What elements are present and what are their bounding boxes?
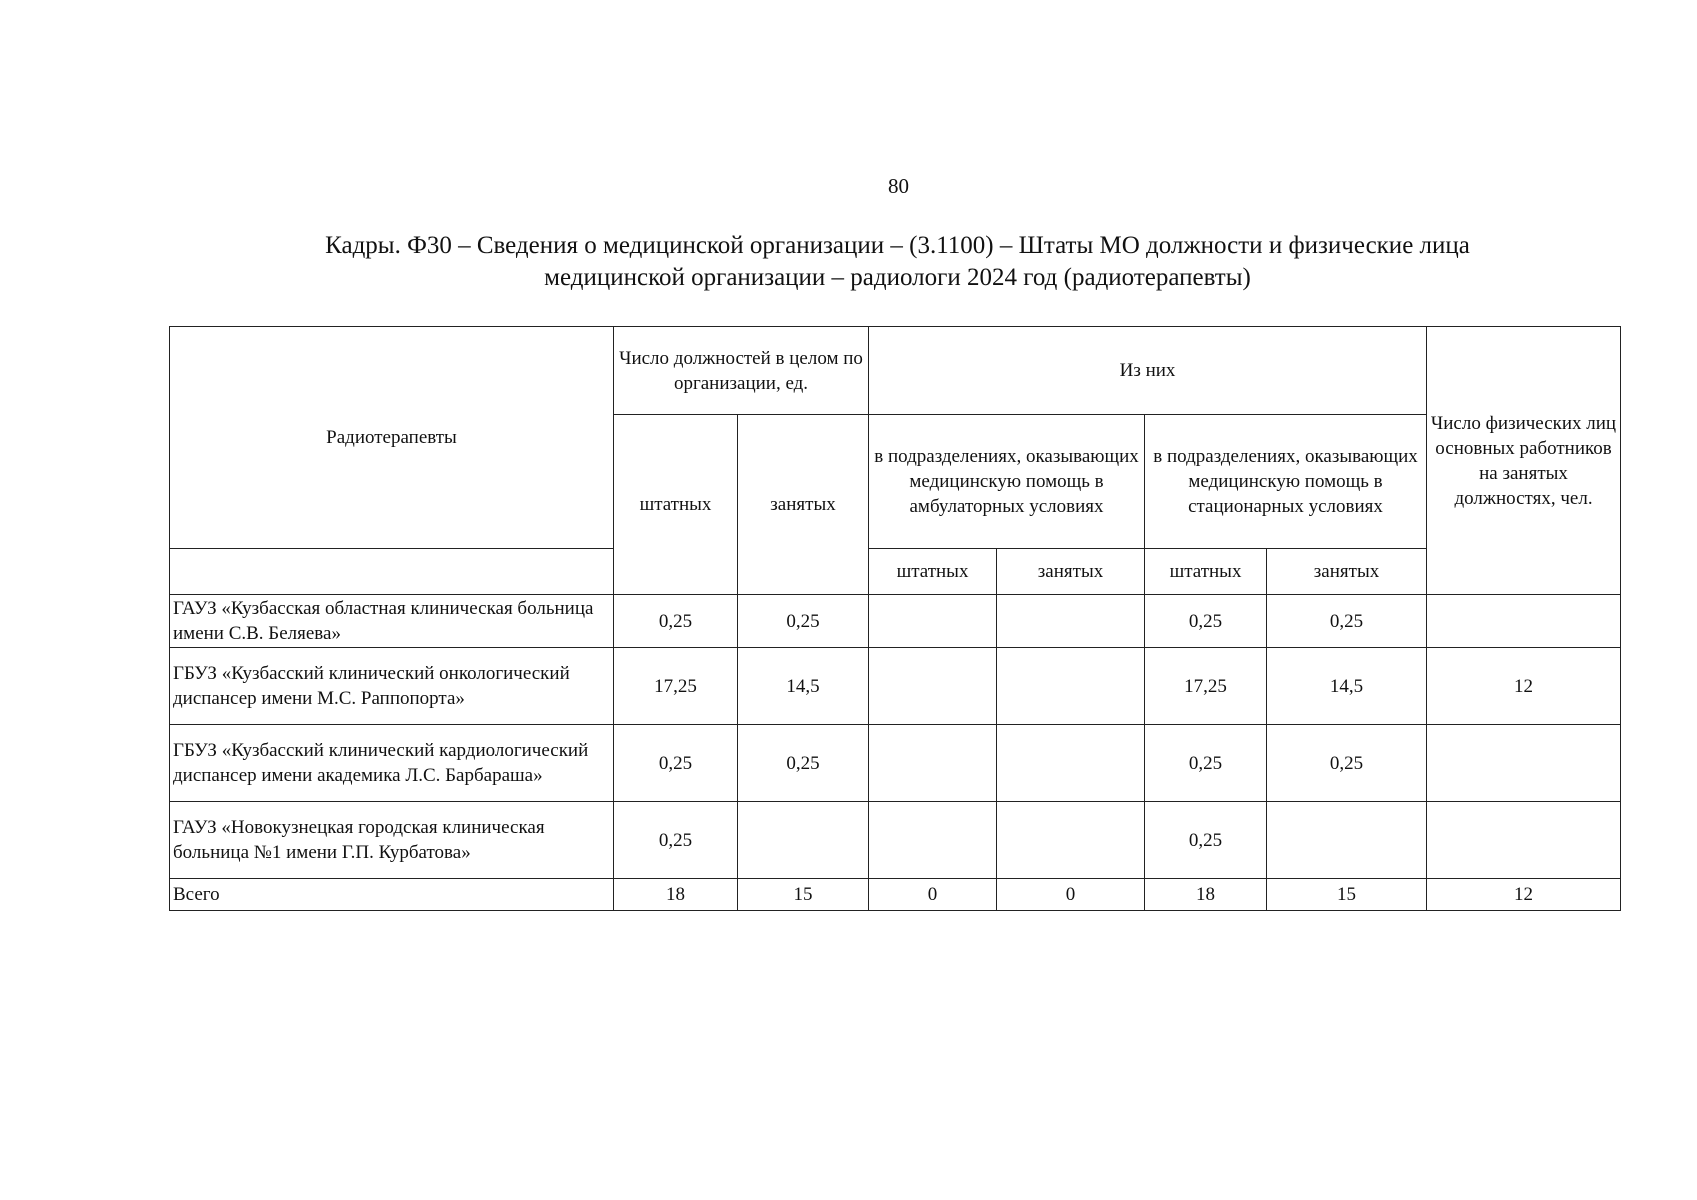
cell-occupied xyxy=(738,802,869,879)
table-row xyxy=(170,648,1621,725)
staffing-table xyxy=(169,326,1621,911)
header-positions-total: Число должностей в целом по организации, ед. xyxy=(614,327,869,415)
total-row xyxy=(170,879,1621,911)
page-number: 80 xyxy=(888,174,909,198)
header-stat-staff: штатных xyxy=(1145,549,1267,595)
table-row xyxy=(170,725,1621,802)
title-line-1: Кадры. Ф30 – Сведения о медицинской организации – (3.1100) – Штаты МО должности и физические лица xyxy=(325,232,1470,259)
total-label: Всего xyxy=(170,879,614,911)
cell-amb-occupied xyxy=(997,648,1145,725)
cell-occupied: 0,25 xyxy=(738,725,869,802)
total-stat-staff: 18 xyxy=(1145,879,1267,911)
header-stat-occupied: занятых xyxy=(1267,549,1427,595)
cell-amb-staff xyxy=(869,648,997,725)
cell-amb-occupied xyxy=(997,725,1145,802)
total-stat-occupied: 15 xyxy=(1267,879,1427,911)
table-row xyxy=(170,595,1621,648)
total-staff: 18 xyxy=(614,879,738,911)
cell-persons xyxy=(1427,595,1621,648)
header-occupied: занятых xyxy=(738,415,869,595)
cell-amb-occupied xyxy=(997,802,1145,879)
document-title xyxy=(150,230,1645,294)
header-amb-occupied: занятых xyxy=(997,549,1145,595)
cell-stat-staff: 0,25 xyxy=(1145,802,1267,879)
header-staff: штатных xyxy=(614,415,738,595)
title-line-2: медицинской организации – радиологи 2024 год (радиотерапевты) xyxy=(544,264,1251,291)
total-amb-occupied: 0 xyxy=(997,879,1145,911)
header-empty-cell xyxy=(170,549,614,595)
cell-persons xyxy=(1427,725,1621,802)
header-outpatient: в подразделениях, оказывающих медицинскую помощь в амбулаторных условиях xyxy=(869,415,1145,549)
cell-amb-staff xyxy=(869,802,997,879)
cell-amb-staff xyxy=(869,725,997,802)
org-name: ГАУЗ «Новокузнецкая городская клиническая больница №1 имени Г.П. Курбатова» xyxy=(170,802,614,879)
cell-occupied: 0,25 xyxy=(738,595,869,648)
total-amb-staff: 0 xyxy=(869,879,997,911)
cell-stat-staff: 0,25 xyxy=(1145,725,1267,802)
header-inpatient: в подразделениях, оказывающих медицинскую помощь в стационарных условиях xyxy=(1145,415,1427,549)
cell-stat-occupied: 0,25 xyxy=(1267,595,1427,648)
cell-staff: 0,25 xyxy=(614,725,738,802)
cell-stat-occupied: 0,25 xyxy=(1267,725,1427,802)
table-row xyxy=(170,802,1621,879)
cell-stat-occupied xyxy=(1267,802,1427,879)
cell-amb-occupied xyxy=(997,595,1145,648)
cell-persons xyxy=(1427,802,1621,879)
cell-stat-occupied: 14,5 xyxy=(1267,648,1427,725)
total-occupied: 15 xyxy=(738,879,869,911)
header-amb-staff: штатных xyxy=(869,549,997,595)
org-name: ГБУЗ «Кузбасский клинический кардиологический диспансер имени академика Л.С. Барбараша» xyxy=(170,725,614,802)
org-name: ГАУЗ «Кузбасская областная клиническая больница имени С.В. Беляева» xyxy=(170,595,614,648)
cell-staff: 0,25 xyxy=(614,802,738,879)
cell-occupied: 14,5 xyxy=(738,648,869,725)
cell-stat-staff: 17,25 xyxy=(1145,648,1267,725)
cell-staff: 0,25 xyxy=(614,595,738,648)
header-physical-persons: Число физических лиц основных работников на занятых должностях, чел. xyxy=(1427,327,1621,595)
cell-amb-staff xyxy=(869,595,997,648)
cell-staff: 17,25 xyxy=(614,648,738,725)
cell-stat-staff: 0,25 xyxy=(1145,595,1267,648)
header-of-them: Из них xyxy=(869,327,1427,415)
org-name: ГБУЗ «Кузбасский клинический онкологический диспансер имени М.С. Раппопорта» xyxy=(170,648,614,725)
header-name-col: Радиотерапевты xyxy=(170,327,614,549)
cell-persons: 12 xyxy=(1427,648,1621,725)
total-persons: 12 xyxy=(1427,879,1621,911)
